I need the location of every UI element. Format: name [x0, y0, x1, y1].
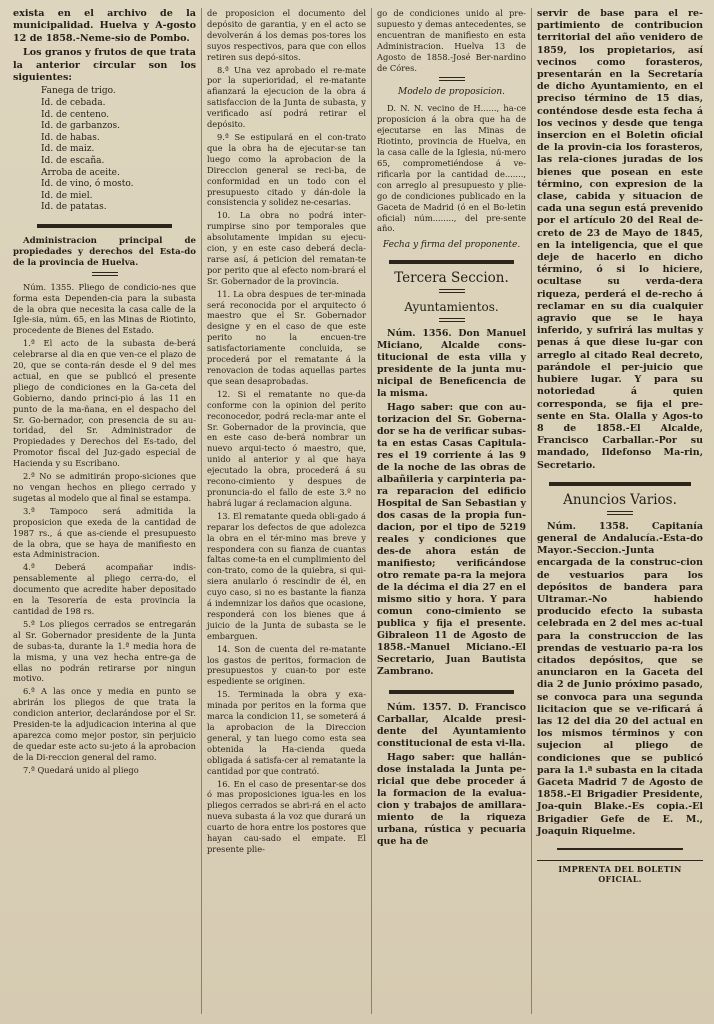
circular-closing: exista en el archivo de la municipalidad. Huelva y A-gosto 12 de 1858.-Neme-sio de Pombo.: [13, 8, 196, 44]
paragraph: 7.ª Quedará unido al pliego: [23, 764, 139, 775]
paragraph: 12. Si el rematante no que-da conforme con la opinion del perito reconocedor, podrá recla-mar ante el Sr. Gobernador de la provincia, que en este caso de-berá nombrar un nuevo arqui-tecto ó maestro, que, unido al anterior y al que haya ejecutado la obra, procederá á su recono-cimiento y despues de pronuncia-do el fallo de este 3.º no habrá lugar á reclamacion alguna.: [207, 388, 366, 508]
divider: [557, 848, 683, 850]
modelo-title: Modelo de proposicion.: [398, 87, 505, 98]
notice-1358: Núm. 1358. Capitanía general de Andalucía.-Esta-do Mayor.-Seccion.-Junta encargada de la construc-cion de vestuarios para los depósitos de bandera para Ultramar.-No habiendo producido efecto la subasta celebrada en 2 del mes ac-tual para la construccion de las prendas de vestuario pa-ra los citados depósitos, que se anunciaron en la Gaceta del dia 2 de Junio próximo pasado, se convoca para una segunda licitacion que se ve-rificará á las 12 del dia 20 del actual en los mismos términos y con sujecion al pliego de condiciones que se publicó para la 1.ª subasta en la citada Gaceta Madrid 7 de Agosto de 1858.-El Brigadier Presidente, Joa-quin Blake.-Es copia.-El Brigadier Gefe de E. M., Joaquin Riquelme.: [537, 520, 703, 837]
list-item: Id. de vino, ó mosto.: [41, 179, 134, 190]
section-title: Tercera Seccion.: [394, 270, 509, 287]
list-item: Id. de habas.: [41, 132, 100, 143]
paragraph: Núm. 1355. Pliego de condicio-nes que forma esta Dependen-cia para la subasta de la obra que necesita la casa calle de la Igle-sia, núm. 65, en las Minas de Riotinto, procedente de Bienes del Estado.: [13, 281, 196, 336]
administracion-heading: Administracion principal de propiedades y derechos del Esta-do de la provincia de Huelva.: [13, 235, 196, 268]
anuncios-title: Anuncios Varios.: [563, 491, 677, 508]
column-1: [8, 8, 201, 1014]
paragraph: 4.ª Deberá acompañar indis-pensablemente al pliego cerra-do, el documento que acredite haber depositado en la Tesorería de esta provincia la cantidad de 198 rs.: [13, 562, 196, 616]
printer-imprint: IMPRENTA DEL BOLETIN OFICIAL.: [537, 860, 703, 884]
divider: [92, 272, 118, 276]
list-item: Arroba de aceite.: [41, 167, 120, 178]
paragraph: 15. Terminada la obra y exa-minada por peritos en la forma que marca la condicion 11, se someterá á la aprobacion de la Direccion general, y tan luego como esta sea obtenida la Ha-cienda queda obligada á satisfa-cer al rematante la cantidad por que contrató.: [207, 689, 366, 776]
grains-list: [41, 86, 196, 214]
ayuntamientos-title: Ayuntamientos.: [404, 300, 499, 315]
list-item: Id. de centeno.: [41, 109, 110, 120]
paragraph: go de condiciones unido al pre-supuesto y demas antecedentes, se encuentran de manifiesto en esta Administracion. Huelva 13 de Agosto de 1858.-José Ber-nardino de Córes.: [377, 8, 526, 73]
notice-1357: Núm. 1357. D. Francisco Carballar, Alcalde presi-dente del Ayuntamiento constitucional de esta vi-lla.: [377, 702, 526, 750]
firma-line: Fecha y firma del proponente.: [382, 240, 521, 251]
divider: [439, 77, 465, 81]
list-item: Id. de maiz.: [41, 144, 95, 155]
paragraph: 5.ª Los pliegos cerrados se entregarán al Sr. Gobernador presidente de la Junta de subas-ta, durante la 1.ª media hora de la misma, y una vez hecha entre-ga de ellas no podrán retirarse por ningun motivo.: [13, 618, 196, 684]
list-item: Id. de garbanzos.: [41, 121, 120, 132]
divider: [607, 511, 633, 515]
divider: [549, 482, 691, 486]
paragraph: 10. La obra no podrá inter-rumpirse sino por temporales que absolutamente impidan su ejecu-cion, y en este caso deberá decla-rarse así, á peticion del rematan-te por perito que al efecto nom-brará el Sr. Gobernador de la provincia.: [207, 210, 366, 286]
divider: [439, 318, 465, 322]
paragraph: 1.ª El acto de la subasta de-berá celebrarse al dia en que ven-ce el plazo de 20, que se conta-rán desde el 9 del mes actual, en que se publicó el presente pliego de condiciones en la Ga-ceta del Gobierno, dando princi-pio á las 11 en punto de la ma-ñana, en el despacho del Sr. Go-bernador, con presencia de su au-toridad, del Sr. Administrador de Propiedades y Derechos del Es-tado, del Promotor fiscal del Juz-gado especial de Hacienda y su Escribano.: [13, 338, 196, 469]
notice-1357-body: Hago saber: que hallán-dose instalada la Junta pe-ricial que debe proceder á la formacion de la evalua-cion y trabajos de amillara-miento de la riqueza urbana, rústica y pecuaria que ha de: [377, 752, 526, 848]
paragraph: de proposicion el documento del depósito de garantia, y en el acto se devolverán á los demas pos-tores los suyos respectivos, para que con ellos retiren sus depó-sitos.: [207, 8, 366, 62]
paragraph: 16. En el caso de presentar-se dos ó mas proposiciones igua-les en los pliegos cerrados se abri-rá en el acto nueva subasta á la voz que durará un cuarto de hora entre los postores que hayan cau-sado el empate. El presente plie-: [207, 778, 366, 854]
paragraph: 13. El rematante queda obli-gado á reparar los defectos de que adolezca la obra en el tér-mino mas breve y respondera con su fianza de cuantas faltas come-ta en el cumplimiento del con-trato, como de la quiebra, si qui-siera anularlo ó rescindir de él, en cuyo caso, si no es bastante la fianza á indemnizar los daños que ocasione, responderá con los bienes que á juicio de la Junta de subasta se le embarguen.: [207, 510, 366, 641]
columns: [8, 8, 708, 1018]
column-2: [201, 8, 371, 1014]
grains-intro: Los granos y frutos de que trata la anterior circular son los siguientes:: [13, 47, 196, 84]
notice-1356-body: Hago saber: que con au-torizacion del Sr. Goberna-dor se ha de verificar subas-ta en estas Casas Capitula-res el 19 corriente á las 9 de la noche de las obras de albañileria y carpinteria pa-ra reparacion del edificio Hospital de San Sebastian y dos casas de la propia fun-dacion, por el tipo de 5219 reales y condiciones que des-de ahora están de manifiesto; verificándose otro remate pa-ra la mejora de la décima el dia 27 en el mismo sitio y hora. Y para comun cono-cimiento se publica y fija el presente. Gibraleon 11 de Agosto de 1858.-Manuel Miciano.-El Secretario, Juan Bautista Zambrano.: [377, 402, 526, 678]
list-item: Fanega de trigo.: [41, 86, 116, 97]
paragraph: 14. Son de cuenta del re-matante los gastos de peritos, formacion de presupuestos y cuan-to por este espediente se originen.: [207, 643, 366, 687]
notice-1356: Núm. 1356. Don Manuel Miciano, Alcalde cons-titucional de esta villa y presidente de la junta mu-nicipal de Beneficencia de la misma.: [377, 328, 526, 400]
paragraph: 3.ª Tampoco será admitida la proposicion que exeda de la cantidad de 1987 rs., á que as-ciende el presupuesto de la obra, que se haya de manifiesto en esta Administracion.: [13, 505, 196, 560]
divider: [389, 690, 514, 694]
paragraph: 11. La obra despues de ter-minada será reconocida por el arquitecto ó maestro que el Sr. Gobernador designe y en el caso de que este perito no la encuen-tre satisfactoriamente concluida, se procederá por el rematante á la renovacion de todas aquellas partes que sean desaprobadas.: [207, 288, 366, 386]
list-item: Id. de patatas.: [41, 202, 107, 213]
notice-1357-continued: servir de base para el re-partimiento de contribucion territorial del año venidero de 1859, los propietarios, así vecinos como forasteros, presentarán en la Secretaría de dicho Ayuntamiento, en el preciso término de 15 dias, conténdose desde esta fecha á los vecinos y desde que tenga insercion en el Boletin oficial de la provin-cia los forasteros, las rela-ciones juradas de los bienes que posean en este término, con expresion de la clase, cabida y situacion de cada una segun está prevenido por el artículo 20 del Real de-creto de 23 de Mayo de 1845, en la inteligencia, que el que deje de hacerlo en dicho término, ó si lo hiciere, ocultase su verda-dera riqueza, perderá el de-recho á reclamar en su dia cualquier agravio que se le haya inferido, y sufrirá las multas y penas á que diese lu-gar con arreglo al citado Real decreto, parándole el per-juicio que hubiere lugar. Y para su notoriedad á quien corresponda, se fija el pre-sente en Sta. Olalla y Agos-to 8 de 1858.-El Alcalde, Francisco Carballar.-Por su mandado, Ildefonso Ma-rin, Secretario.: [537, 8, 703, 471]
list-item: Id. de escaña.: [41, 156, 105, 166]
divider: [37, 224, 172, 228]
paragraph: 8.ª Una vez aprobado el re-mate por la superioridad, el re-matante afianzará la ejecucion de la obra á satisfaccion de la Junta de subasta, y verificado así podrá retirar el depósito.: [207, 64, 366, 130]
modelo-text: D. N. N. vecino de H......, ha-ce proposicion á la obra que ha de ejecutarse en las Minas de Riotinto, provincia de Huelva, en la casa calle de la Iglesia, nú-mero 65, comprometiéndose á ve-rificarla por la cantidad de......., con arreglo al presupuesto y plie-go de condiciones publicado en la Gaceta de Madrid (ó en el Bo-letin oficial) núm........, del pre-sente año.: [377, 103, 526, 234]
list-item: Id. de miel.: [41, 190, 93, 201]
list-item: Id. de cebada.: [41, 98, 106, 109]
divider: [389, 260, 514, 264]
divider: [439, 289, 465, 293]
paragraph: 6.ª A las once y media en punto se abrirán los pliegos de que trata la condicion anterior, declarándose por el Sr. Presiden-te la adjudicacion interina al que aparezca como mejor postor, sin perjuicio de quedar este acto su-jeto á la aprobacion de la Di-reccion general del ramo.: [13, 686, 196, 762]
paragraph: 9.ª Se estipulará en el con-trato que la obra ha de ejecutar-se tan luego como la aprobacion de la Direccion general se reci-ba, de conformidad en un todo con el presupuesto citado y dán-dole la consistencia y solidez ne-cesarias.: [207, 131, 366, 208]
column-4: [531, 8, 708, 1014]
paragraph: 2.ª No se admitirán propo-siciones que no vengan hechos en pliego cerrado y sugetas al modelo que al final se estampa.: [13, 471, 196, 503]
column-3: [371, 8, 531, 1014]
